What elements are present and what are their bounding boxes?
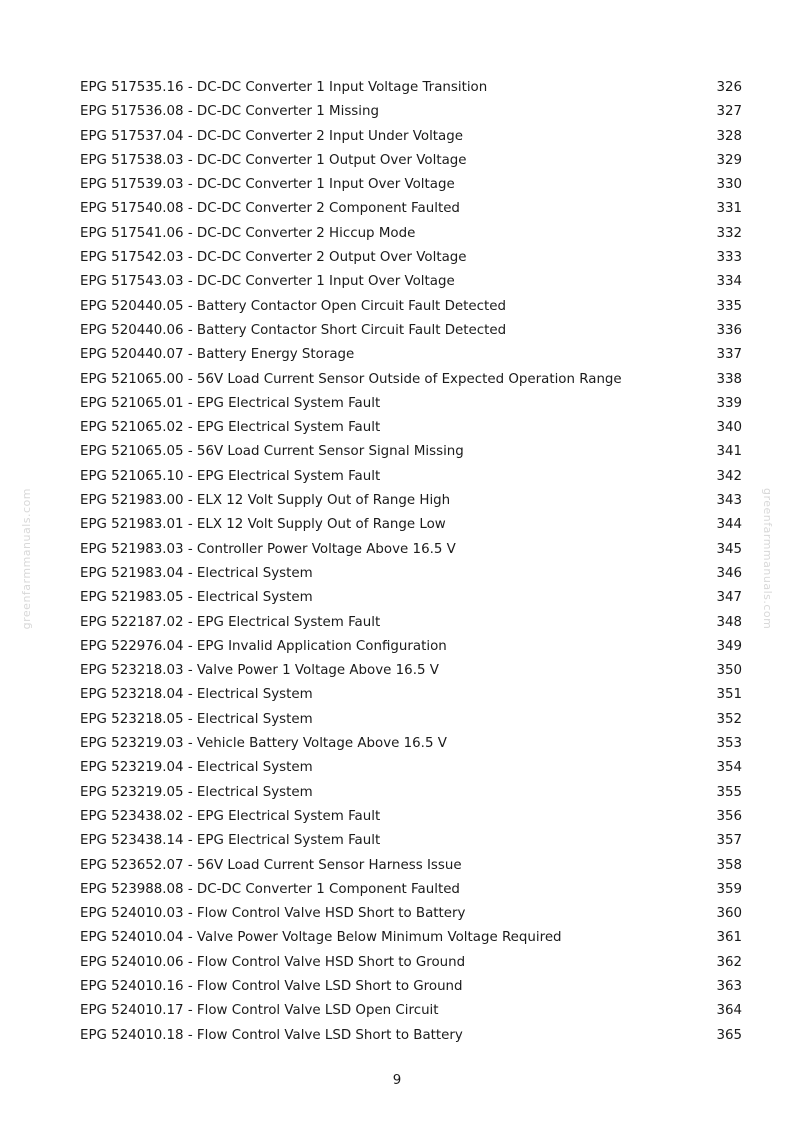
toc-entry-title[interactable]: EPG 524010.17 - Flow Control Valve LSD Open Circuit [80, 1003, 439, 1019]
toc-entry[interactable] [80, 756, 742, 780]
toc-entry[interactable] [80, 781, 742, 805]
toc-entry[interactable] [80, 732, 742, 756]
toc-entry-title[interactable]: EPG 517540.08 - DC-DC Converter 2 Component Faulted [80, 201, 460, 217]
toc-entry[interactable] [80, 635, 742, 659]
toc-entry-page[interactable]: 343 [716, 493, 742, 509]
toc-entry-title[interactable]: EPG 523218.05 - Electrical System [80, 711, 313, 727]
toc-entry[interactable] [80, 416, 742, 440]
toc-entry-page[interactable]: 334 [716, 274, 742, 290]
toc-entry[interactable] [80, 611, 742, 635]
toc-entry-page[interactable]: 350 [716, 663, 742, 679]
toc-entry[interactable] [80, 100, 742, 124]
toc-entry-page[interactable]: 346 [716, 565, 742, 581]
toc-entry-page[interactable]: 345 [716, 541, 742, 557]
toc-entry-page[interactable]: 330 [716, 177, 742, 193]
watermark-right: greenfarmmanuals.com [761, 488, 774, 630]
toc-entry-title[interactable]: EPG 517536.08 - DC-DC Converter 1 Missing [80, 104, 379, 120]
toc-entry[interactable] [80, 1024, 742, 1048]
toc-entry[interactable] [80, 319, 742, 343]
toc-entry-page[interactable]: 328 [716, 128, 742, 144]
toc-entry-title[interactable]: EPG 523218.04 - Electrical System [80, 687, 313, 703]
toc-entry[interactable] [80, 683, 742, 707]
toc-entry[interactable] [80, 805, 742, 829]
table-of-contents [80, 76, 742, 1048]
toc-entry-title[interactable]: EPG 524010.16 - Flow Control Valve LSD Short to Ground [80, 978, 463, 994]
toc-entry[interactable] [80, 586, 742, 610]
toc-entry-title[interactable]: EPG 520440.05 - Battery Contactor Open Circuit Fault Detected [80, 298, 506, 314]
toc-entry[interactable] [80, 902, 742, 926]
toc-entry-title[interactable]: EPG 521065.00 - 56V Load Current Sensor Outside of Expected Operation Range [80, 371, 622, 387]
toc-entry-title[interactable]: EPG 523438.14 - EPG Electrical System Fault [80, 833, 381, 849]
toc-entry-page[interactable]: 358 [716, 857, 742, 873]
toc-entry[interactable] [80, 538, 742, 562]
toc-entry[interactable] [80, 489, 742, 513]
toc-entry-title[interactable]: EPG 524010.03 - Flow Control Valve HSD Short to Battery [80, 906, 466, 922]
toc-entry[interactable] [80, 440, 742, 464]
toc-entry-page[interactable]: 329 [716, 152, 742, 168]
toc-entry-page[interactable]: 348 [716, 614, 742, 630]
toc-entry-title[interactable]: EPG 521983.00 - ELX 12 Volt Supply Out of Range High [80, 493, 451, 509]
toc-entry-page[interactable]: 331 [716, 201, 742, 217]
toc-entry-title[interactable]: EPG 521983.03 - Controller Power Voltage Above 16.5 V [80, 541, 456, 557]
toc-entry-page[interactable]: 361 [716, 930, 742, 946]
toc-entry[interactable] [80, 173, 742, 197]
toc-entry-title[interactable]: EPG 523988.08 - DC-DC Converter 1 Component Faulted [80, 881, 460, 897]
toc-entry-page[interactable]: 338 [716, 371, 742, 387]
toc-entry-title[interactable]: EPG 521065.10 - EPG Electrical System Fault [80, 468, 381, 484]
toc-entry[interactable] [80, 246, 742, 270]
toc-entry-page[interactable]: 354 [716, 760, 742, 776]
toc-entry-title[interactable]: EPG 517537.04 - DC-DC Converter 2 Input Under Voltage [80, 128, 464, 144]
toc-entry-page[interactable]: 349 [716, 638, 742, 654]
toc-entry-page[interactable]: 353 [716, 736, 742, 752]
toc-entry-page[interactable]: 333 [716, 250, 742, 266]
toc-entry[interactable] [80, 392, 742, 416]
toc-entry-title[interactable]: EPG 521065.05 - 56V Load Current Sensor Signal Missing [80, 444, 464, 460]
toc-entry-title[interactable]: EPG 522976.04 - EPG Invalid Application Configuration [80, 638, 447, 654]
toc-entry-page[interactable]: 362 [716, 954, 742, 970]
toc-entry[interactable] [80, 854, 742, 878]
toc-entry-page[interactable]: 327 [716, 104, 742, 120]
toc-entry-page[interactable]: 365 [716, 1027, 742, 1043]
toc-entry-title[interactable]: EPG 517538.03 - DC-DC Converter 1 Output Over Voltage [80, 152, 467, 168]
toc-entry[interactable] [80, 562, 742, 586]
toc-entry-title[interactable]: EPG 521983.01 - ELX 12 Volt Supply Out of Range Low [80, 517, 446, 533]
toc-entry[interactable] [80, 829, 742, 853]
toc-entry-page[interactable]: 352 [716, 711, 742, 727]
toc-entry[interactable] [80, 659, 742, 683]
toc-entry-title[interactable]: EPG 523219.03 - Vehicle Battery Voltage Above 16.5 V [80, 736, 447, 752]
toc-entry-title[interactable]: EPG 517542.03 - DC-DC Converter 2 Output Over Voltage [80, 250, 467, 266]
toc-entry-title[interactable]: EPG 521065.01 - EPG Electrical System Fault [80, 395, 381, 411]
toc-entry-page[interactable]: 342 [716, 468, 742, 484]
toc-entry-page[interactable]: 356 [716, 808, 742, 824]
toc-entry[interactable] [80, 368, 742, 392]
toc-entry-title[interactable]: EPG 521065.02 - EPG Electrical System Fault [80, 420, 381, 436]
toc-entry-title[interactable]: EPG 522187.02 - EPG Electrical System Fault [80, 614, 381, 630]
toc-entry-title[interactable]: EPG 524010.06 - Flow Control Valve HSD Short to Ground [80, 954, 466, 970]
toc-entry[interactable] [80, 125, 742, 149]
toc-entry-title[interactable]: EPG 523438.02 - EPG Electrical System Fault [80, 808, 381, 824]
toc-entry[interactable] [80, 465, 742, 489]
toc-entry[interactable] [80, 343, 742, 367]
toc-entry-title[interactable]: EPG 520440.06 - Battery Contactor Short Circuit Fault Detected [80, 322, 507, 338]
toc-entry-page[interactable]: 363 [716, 978, 742, 994]
toc-entry-title[interactable]: EPG 524010.04 - Valve Power Voltage Below Minimum Voltage Required [80, 930, 562, 946]
toc-entry[interactable] [80, 222, 742, 246]
toc-entry-page[interactable]: 337 [716, 347, 742, 363]
toc-entry-page[interactable]: 359 [716, 881, 742, 897]
toc-entry[interactable] [80, 951, 742, 975]
toc-entry[interactable] [80, 149, 742, 173]
toc-entry[interactable] [80, 878, 742, 902]
toc-entry-page[interactable]: 364 [716, 1003, 742, 1019]
toc-entry[interactable] [80, 270, 742, 294]
toc-entry-page[interactable]: 351 [716, 687, 742, 703]
toc-entry[interactable] [80, 926, 742, 950]
toc-entry-page[interactable]: 336 [716, 322, 742, 338]
toc-entry-title[interactable]: EPG 524010.18 - Flow Control Valve LSD Short to Battery [80, 1027, 463, 1043]
toc-entry-page[interactable]: 326 [716, 80, 742, 95]
toc-entry-page[interactable]: 340 [716, 420, 742, 436]
toc-entry-title[interactable]: EPG 517535.16 - DC-DC Converter 1 Input Voltage Transition [80, 80, 488, 95]
page-number: 9 [392, 1073, 402, 1088]
toc-entry-title[interactable]: EPG 521983.05 - Electrical System [80, 590, 313, 606]
watermark-left: greenfarmmanuals.com [20, 488, 33, 630]
toc-entry-title[interactable]: EPG 523219.04 - Electrical System [80, 760, 313, 776]
toc-entry-page[interactable]: 332 [716, 225, 742, 241]
toc-entry-title[interactable]: EPG 521983.04 - Electrical System [80, 565, 313, 581]
toc-entry[interactable] [80, 513, 742, 537]
toc-entry-title[interactable]: EPG 523218.03 - Valve Power 1 Voltage Above 16.5 V [80, 663, 439, 679]
toc-entry[interactable] [80, 975, 742, 999]
toc-entry-page[interactable]: 347 [716, 590, 742, 606]
toc-entry[interactable] [80, 999, 742, 1023]
toc-entry-title[interactable]: EPG 520440.07 - Battery Energy Storage [80, 347, 355, 363]
toc-entry[interactable] [80, 295, 742, 319]
toc-entry-page[interactable]: 344 [716, 517, 742, 533]
toc-entry-page[interactable]: 360 [716, 906, 742, 922]
toc-entry[interactable] [80, 197, 742, 221]
toc-entry-title[interactable]: EPG 517541.06 - DC-DC Converter 2 Hiccup Mode [80, 225, 416, 241]
toc-entry-page[interactable]: 341 [716, 444, 742, 460]
toc-entry-title[interactable]: EPG 523219.05 - Electrical System [80, 784, 313, 800]
toc-entry-title[interactable]: EPG 523652.07 - 56V Load Current Sensor Harness Issue [80, 857, 462, 873]
toc-entry-page[interactable]: 355 [716, 784, 742, 800]
toc-entry-title[interactable]: EPG 517543.03 - DC-DC Converter 1 Input Over Voltage [80, 274, 455, 290]
toc-entry-page[interactable]: 335 [716, 298, 742, 314]
toc-entry-title[interactable]: EPG 517539.03 - DC-DC Converter 1 Input Over Voltage [80, 177, 455, 193]
toc-entry-page[interactable]: 339 [716, 395, 742, 411]
toc-entry[interactable] [80, 708, 742, 732]
toc-entry[interactable] [80, 76, 742, 100]
toc-entry-page[interactable]: 357 [716, 833, 742, 849]
